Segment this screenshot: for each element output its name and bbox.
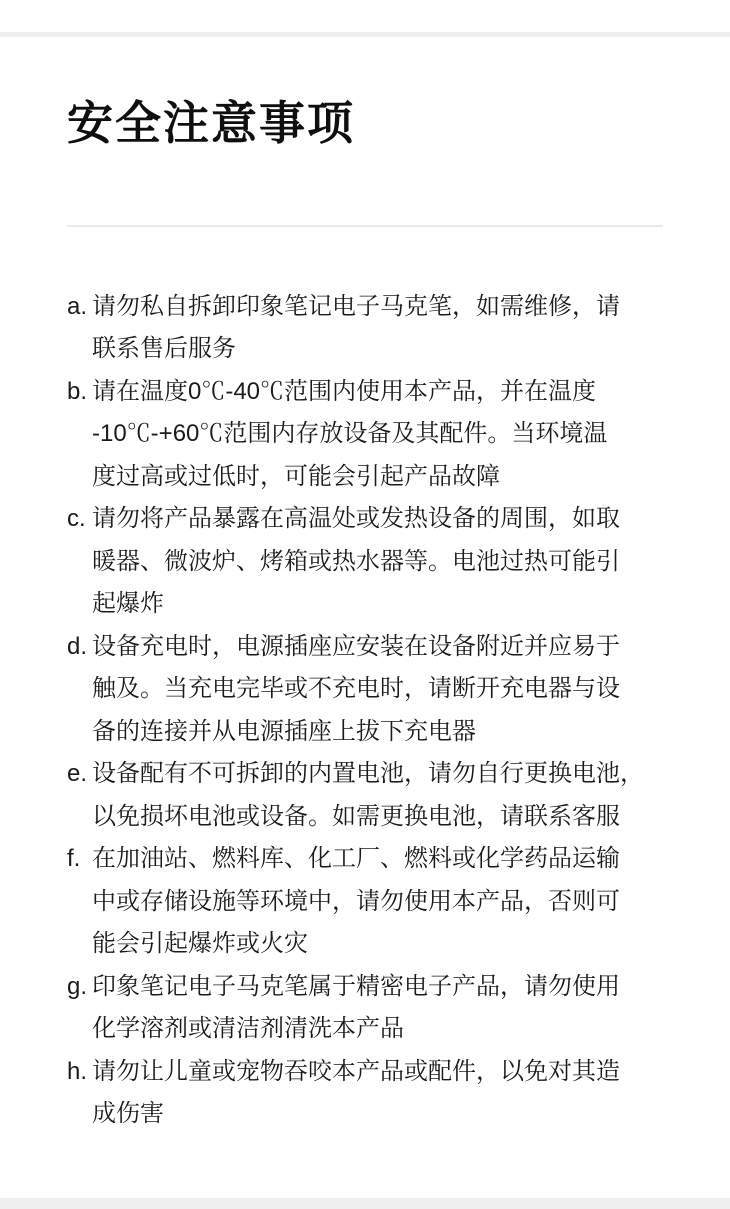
item-text: 印象笔记电子马克笔属于精密电子产品，请勿使用 化学溶剂或清洁剂清洗本产品	[92, 972, 620, 1043]
safety-item-e	[67, 753, 663, 838]
safety-item-a	[67, 286, 663, 371]
item-marker: b.	[67, 377, 88, 405]
page-title: 安全注意事项	[67, 97, 355, 149]
safety-item-d	[67, 626, 663, 754]
safety-item-b	[67, 371, 663, 499]
item-marker: h.	[67, 1057, 88, 1085]
item-marker: e.	[67, 760, 88, 788]
page-separator-top	[0, 32, 730, 37]
item-text: 在加油站、燃料库、化工厂、燃料或化学药品运输 中或存储设施等环境中，请勿使用本产品，否则可 能会引起爆炸或火灾	[92, 845, 620, 958]
item-marker: a.	[67, 292, 88, 320]
safety-item-h	[67, 1051, 663, 1136]
item-text: 设备配有不可拆卸的内置电池，请勿自行更换电池， 以免损坏电池或设备。如需更换电池，请联系客服	[92, 760, 644, 830]
safety-item-f	[67, 838, 663, 966]
item-marker: g.	[67, 972, 88, 1000]
item-marker: c.	[67, 505, 86, 533]
item-text: 请勿让儿童或宠物吞咬本产品或配件，以免对其造 成伤害	[92, 1057, 620, 1128]
item-marker: f.	[67, 845, 81, 873]
safety-item-c	[67, 498, 663, 626]
item-text: 请在温度0℃-40℃范围内使用本产品，并在温度 -10℃-+60℃范围内存放设备及其配件。当环境温 度过高或过低时，可能会引起产品故障	[92, 377, 608, 490]
item-text: 请勿私自拆卸印象笔记电子马克笔，如需维修，请 联系售后服务	[92, 292, 620, 363]
title-divider	[67, 225, 663, 227]
safety-item-g	[67, 966, 663, 1051]
item-marker: d.	[67, 632, 88, 660]
safety-list	[67, 286, 663, 1136]
page-separator-bottom	[0, 1198, 730, 1209]
item-text: 请勿将产品暴露在高温处或发热设备的周围，如取 暖器、微波炉、烤箱或热水器等。电池过热可能引 起爆炸	[92, 505, 620, 618]
item-text: 设备充电时，电源插座应安装在设备附近并应易于 触及。当充电完毕或不充电时，请断开充电器与设 备的连接并从电源插座上拔下充电器	[92, 632, 620, 745]
